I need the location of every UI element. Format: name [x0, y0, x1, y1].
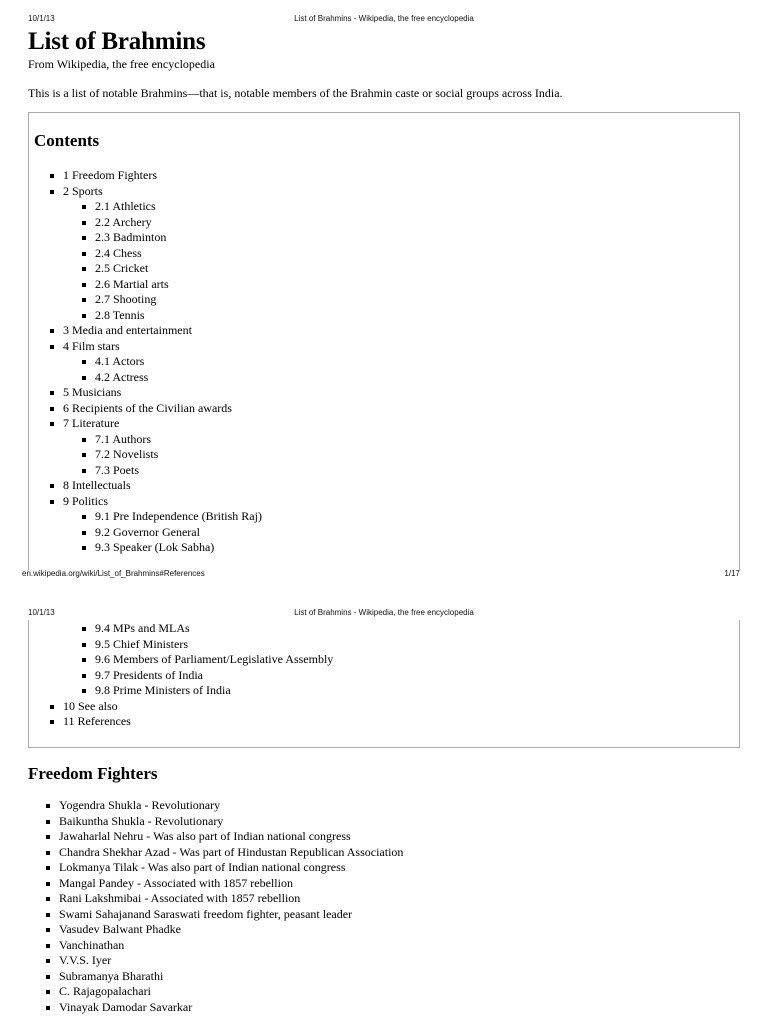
toc-list — [49, 168, 262, 556]
toc-item[interactable]: 1 Freedom Fighters — [49, 168, 262, 184]
freedom-fighters-list — [45, 798, 403, 1015]
list-item[interactable]: Vanchinathan — [45, 938, 403, 954]
toc-subitem[interactable]: 9.3 Speaker (Lok Sabha) — [49, 540, 262, 556]
toc-subitem[interactable]: 7.2 Novelists — [49, 447, 262, 463]
section-heading-freedom-fighters: Freedom Fighters — [28, 764, 158, 783]
toc-item[interactable]: 5 Musicians — [49, 385, 262, 401]
toc-subitem[interactable]: 2.5 Cricket — [49, 261, 262, 277]
list-item[interactable]: Chandra Shekhar Azad - Was part of Hindustan Republican Association — [45, 845, 403, 861]
toc-subitem[interactable]: 2.8 Tennis — [49, 308, 262, 324]
print-page-title: List of Brahmins - Wikipedia, the free encyclopedia — [294, 608, 474, 617]
print-page-title: List of Brahmins - Wikipedia, the free encyclopedia — [294, 14, 474, 23]
list-item[interactable]: Subramanya Bharathi — [45, 969, 403, 985]
toc-subitem[interactable]: 9.4 MPs and MLAs — [49, 621, 333, 637]
toc-subitem[interactable]: 2.3 Badminton — [49, 230, 262, 246]
toc-subitem[interactable]: 2.4 Chess — [49, 246, 262, 262]
toc-subitem[interactable]: 9.2 Governor General — [49, 525, 262, 541]
toc-title: Contents — [34, 131, 100, 150]
print-date: 10/1/13 — [28, 608, 55, 617]
print-date: 10/1/13 — [28, 14, 55, 23]
toc-item[interactable]: 11 References — [49, 714, 333, 730]
toc-subitem[interactable]: 2.7 Shooting — [49, 292, 262, 308]
toc-item[interactable]: 3 Media and entertainment — [49, 323, 262, 339]
toc-subitem[interactable]: 7.1 Authors — [49, 432, 262, 448]
toc-subitem[interactable]: 2.6 Martial arts — [49, 277, 262, 293]
list-item[interactable]: C. Rajagopalachari — [45, 984, 403, 1000]
toc-subitem[interactable]: 4.2 Actress — [49, 370, 262, 386]
list-item[interactable]: Vasudev Balwant Phadke — [45, 922, 403, 938]
list-item[interactable]: Swami Sahajanand Saraswati freedom fighter, peasant leader — [45, 907, 403, 923]
tagline: From Wikipedia, the free encyclopedia — [28, 57, 215, 71]
print-page-number: 1/17 — [724, 569, 740, 578]
list-item[interactable]: Mangal Pandey - Associated with 1857 rebellion — [45, 876, 403, 892]
list-item[interactable]: Vinayak Damodar Savarkar — [45, 1000, 403, 1016]
list-item[interactable]: Yogendra Shukla - Revolutionary — [45, 798, 403, 814]
list-item[interactable]: Rani Lakshmibai - Associated with 1857 rebellion — [45, 891, 403, 907]
list-item[interactable]: V.V.S. Iyer — [45, 953, 403, 969]
toc-item[interactable]: 2 Sports — [49, 184, 262, 200]
toc-subitem[interactable]: 2.1 Athletics — [49, 199, 262, 215]
list-item[interactable]: Baikuntha Shukla - Revolutionary — [45, 814, 403, 830]
list-item[interactable]: Jawaharlal Nehru - Was also part of Indian national congress — [45, 829, 403, 845]
toc-item[interactable]: 6 Recipients of the Civilian awards — [49, 401, 262, 417]
toc-item[interactable]: 9 Politics — [49, 494, 262, 510]
toc-subitem[interactable]: 9.1 Pre Independence (British Raj) — [49, 509, 262, 525]
toc-list-continued — [49, 621, 333, 730]
toc-subitem[interactable]: 4.1 Actors — [49, 354, 262, 370]
toc-subitem[interactable]: 9.8 Prime Ministers of India — [49, 683, 333, 699]
list-item[interactable]: Lokmanya Tilak - Was also part of Indian national congress — [45, 860, 403, 876]
toc-subitem[interactable]: 9.6 Members of Parliament/Legislative Assembly — [49, 652, 333, 668]
toc-subitem[interactable]: 9.7 Presidents of India — [49, 668, 333, 684]
intro-text: This is a list of notable Brahmins—that is, notable members of the Brahmin caste or social groups across India. — [28, 86, 563, 100]
toc-subitem[interactable]: 2.2 Archery — [49, 215, 262, 231]
toc-subitem[interactable]: 7.3 Poets — [49, 463, 262, 479]
toc-item[interactable]: 10 See also — [49, 699, 333, 715]
toc-item[interactable]: 7 Literature — [49, 416, 262, 432]
page-title: List of Brahmins — [28, 28, 206, 55]
toc-subitem[interactable]: 9.5 Chief Ministers — [49, 637, 333, 653]
toc-item[interactable]: 4 Film stars — [49, 339, 262, 355]
print-url: en.wikipedia.org/wiki/List_of_Brahmins#References — [22, 569, 205, 578]
toc-item[interactable]: 8 Intellectuals — [49, 478, 262, 494]
